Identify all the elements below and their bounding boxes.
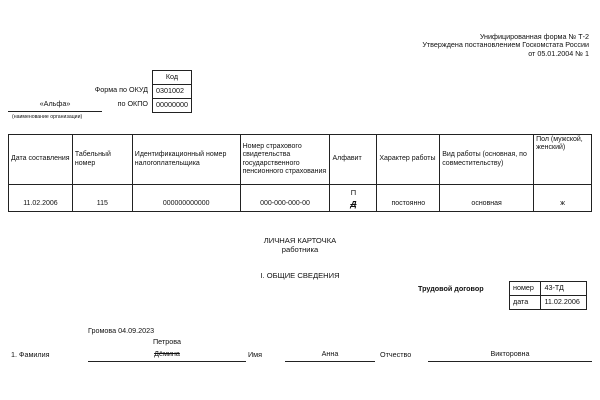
header-date: Дата составления [9, 135, 73, 185]
name-field: Анна [285, 350, 375, 362]
value-snils: 000-000-000-00 [240, 185, 330, 212]
okud-value: 0301002 [153, 85, 192, 99]
header-alphabet: Алфавит [330, 135, 377, 185]
value-inn: 000000000000 [132, 185, 240, 212]
section-title: I. ОБЩИЕ СВЕДЕНИЯ [260, 271, 340, 280]
form-header-line1: Унифицированная форма № Т-2 [479, 32, 589, 41]
okpo-label: по ОКПО [117, 99, 148, 108]
value-work-character: постоянно [377, 185, 440, 212]
value-tab-number: 115 [72, 185, 132, 212]
contract-label: Трудовой договор [418, 284, 484, 293]
main-table-value-row [9, 185, 592, 212]
header-tab-number: Табельный номер [72, 135, 132, 185]
surname-label: 1. Фамилия [11, 350, 50, 359]
value-gender: ж [534, 185, 592, 212]
form-header-line3: от 05.01.2004 № 1 [528, 48, 589, 58]
main-table [8, 134, 592, 212]
value-work-type: основная [440, 185, 534, 212]
surname-old: Дёмина [154, 349, 180, 358]
patronymic-field: Викторовна [428, 350, 592, 362]
card-title-line1: ЛИЧНАЯ КАРТОЧКА [263, 236, 337, 245]
surname-field [88, 350, 246, 362]
contract-date-label: дата [510, 296, 541, 310]
contract-number-label: номер [510, 282, 541, 296]
okpo-value: 00000000 [153, 99, 192, 113]
main-table-header-row [9, 135, 592, 185]
code-header: Код [153, 71, 192, 85]
header-gender: Пол (мужской, женский) [534, 135, 592, 185]
name-label: Имя [248, 350, 262, 359]
form-header-line2: Утверждена постановлением Госкомстата России [422, 40, 589, 50]
patronymic-label: Отчество [380, 350, 412, 359]
okud-label: Форма по ОКУД [94, 85, 148, 94]
card-title-line2: работника [281, 244, 319, 254]
header-snils: Номер страхового свидетельства государственного пенсионного страхования [240, 135, 330, 185]
change-note: Громова 04.09.2023 [88, 326, 155, 335]
value-date: 11.02.2006 [9, 185, 73, 212]
contract-table [509, 281, 587, 310]
organization-caption: (наименование организации) [12, 114, 83, 120]
contract-date-value: 11.02.2006 [541, 296, 587, 310]
surname-new: Петрова [153, 337, 181, 346]
form-header [329, 33, 589, 58]
value-alphabet-struck: Д [350, 198, 357, 209]
header-work-character: Характер работы [377, 135, 440, 185]
value-alphabet-cell [330, 185, 377, 212]
contract-number-value: 43-ТД [541, 282, 587, 296]
organization-name: «Альфа» [8, 100, 102, 112]
header-work-type: Вид работы (основная, по совместительству) [440, 135, 534, 185]
code-table [152, 70, 192, 113]
header-inn: Идентификационный номер налогоплательщика [132, 135, 240, 185]
value-alphabet: П [350, 187, 357, 197]
card-title [200, 237, 400, 254]
